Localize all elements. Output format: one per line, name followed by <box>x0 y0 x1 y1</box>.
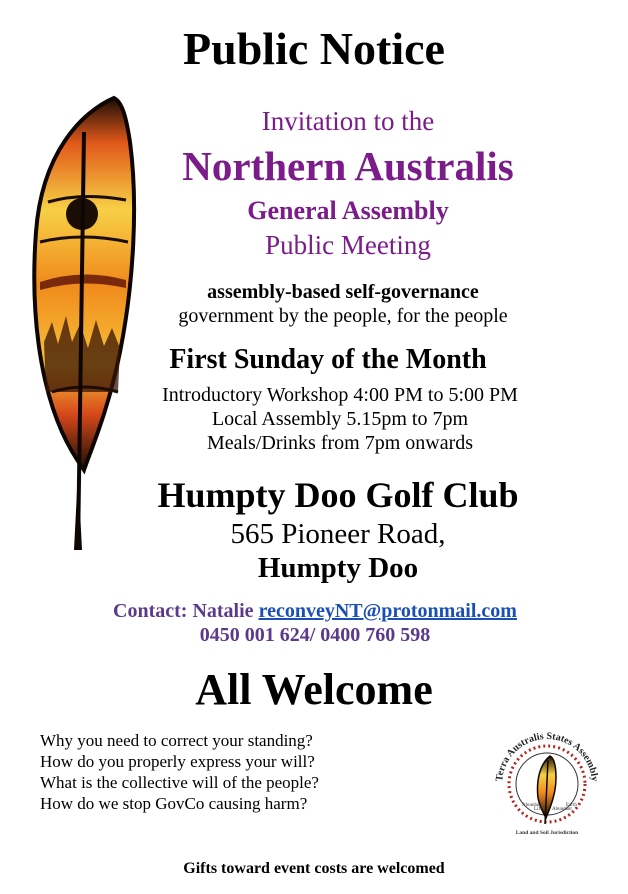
seal-icon <box>486 720 608 842</box>
schedule-item: Meals/Drinks from 7pm onwards <box>206 432 474 454</box>
seal-word: Abundant <box>522 803 542 808</box>
venue-town: Humpty Doo <box>257 552 419 584</box>
tagline-secondary: government by the people, for the people <box>178 305 508 327</box>
invitation-line: Invitation to the <box>261 106 435 136</box>
seal-word: Abundant <box>552 807 572 812</box>
seal-word: Life <box>534 807 543 812</box>
question-item: What is the collective will of the people? <box>40 773 319 792</box>
footer-note: Gifts toward event costs are welcomed <box>183 860 445 877</box>
tagline-primary: assembly-based self-governance <box>207 281 479 303</box>
contact-email-link[interactable]: reconveyNT@protonmail.com <box>258 600 517 622</box>
seal-bottom-text: Land and Soil Jurisdiction <box>515 830 579 836</box>
organization-name: Northern Australis <box>182 143 514 189</box>
venue-street: 565 Pioneer Road, <box>230 518 446 550</box>
seal-ring-text: Terra Australis States Assembly <box>494 730 600 782</box>
question-item: How do you properly express your will? <box>40 752 315 771</box>
welcome-heading: All Welcome <box>195 665 433 714</box>
question-item: How do we stop GovCo causing harm? <box>40 794 308 813</box>
venue-name: Humpty Doo Golf Club <box>157 475 519 515</box>
seal-word: Earth <box>566 803 577 808</box>
contact-line <box>80 600 550 623</box>
meeting-type: Public Meeting <box>265 230 431 260</box>
schedule-item: Local Assembly 5.15pm to 7pm <box>211 408 469 430</box>
assembly-name: General Assembly <box>247 196 449 225</box>
contact-label: Contact: Natalie <box>113 600 254 622</box>
notice-title: Public Notice <box>183 23 445 74</box>
schedule-item: Introductory Workshop 4:00 PM to 5:00 PM <box>162 384 518 406</box>
schedule-heading: First Sunday of the Month <box>169 344 487 375</box>
contact-phones: 0450 001 624/ 0400 760 598 <box>199 624 431 646</box>
question-item: Why you need to correct your standing? <box>40 731 313 750</box>
